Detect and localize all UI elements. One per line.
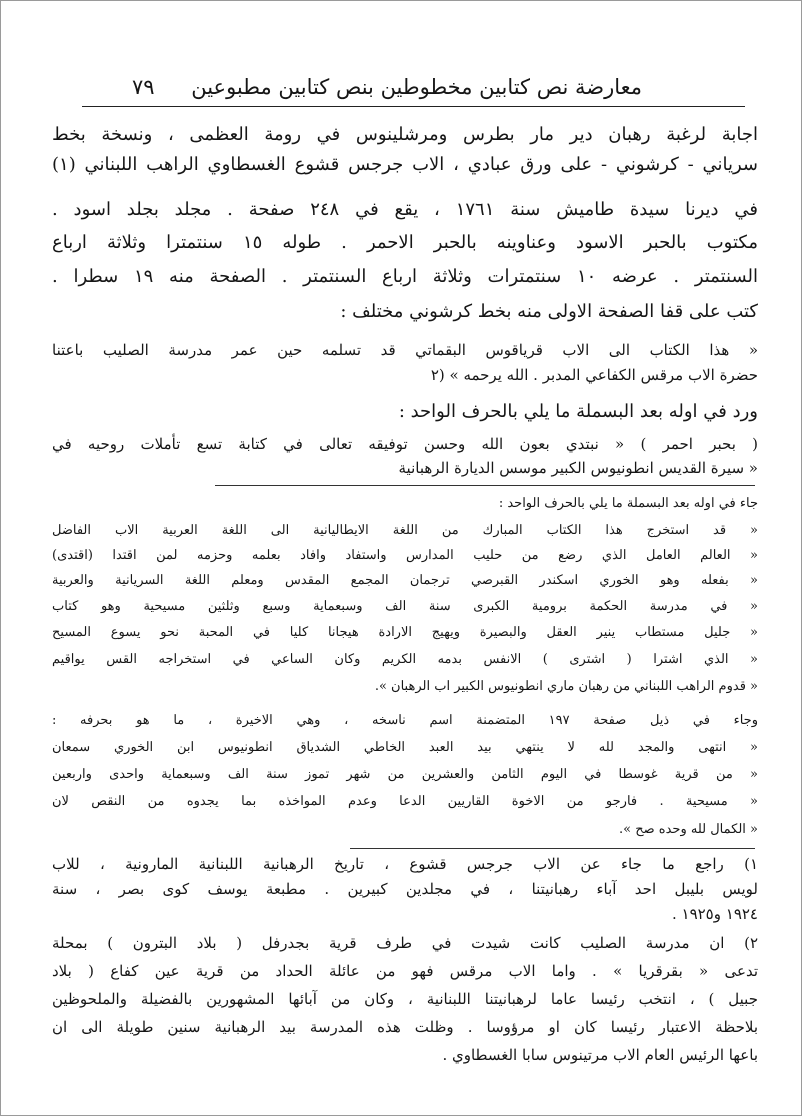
footnote-line: لويس بليبل احد آباء رهبانيتنا ، في مجلدين كبيرين . مطبعة يوسف كوى بصر ، سنة xyxy=(52,880,758,898)
quote-line: « انتهى والمجد لله لا ينتهي بيد العبد الخاطي الشدياق انطونيوس ابن الخوري سمعان xyxy=(52,740,758,755)
quote-line: « من قرية غوسطا في اليوم الثامن والعشرين من شهر تموز سنة الف وسبعماية واحدى واربعين xyxy=(52,767,758,782)
body-line: كتب على قفا الصفحة الاولى منه بخط كرشوني مختلف : xyxy=(340,301,758,322)
body-line: في ديرنا سيدة طاميش سنة ١٧٦١ ، يقع في ٢٤٨ صفحة . مجلد بجلد اسود . xyxy=(52,199,758,220)
quote-line: « في مدرسة الحكمة برومية الكبرى سنة الف وسبعماية وسبع وثلثين مسيحية وهو كتاب xyxy=(52,599,758,614)
quote-line: « الذي اشترا ( اشترى ) الانفس بدمه الكريم وكان الساعي في استخراجه القس يواقيم xyxy=(52,652,758,667)
page-number: ٧٩ xyxy=(132,75,155,99)
running-header xyxy=(70,72,750,104)
footnote-rule xyxy=(350,848,755,849)
body-line: مكتوب بالحبر الاسود وعناوينه بالحبر الاحمر . طوله ١٥ سنتمترا وثلاثة ارباع xyxy=(52,232,758,253)
section-intro: ورد في اوله بعد البسملة ما يلي بالحرف الواحد : xyxy=(398,401,758,422)
quote-line: « العالم العامل الذي رضع من حليب المدارس واستفاد وافاد بعلمه وحزمه لمن اقتدا (اقتدى) xyxy=(52,548,758,563)
section-intro: جاء في اوله بعد البسملة ما يلي بالحرف الواحد : xyxy=(498,496,758,511)
quote-line: « مسيحية . فارجو من الاخوة القاريين الدعا وعدم المواخذه بما يجدوه من النقص لان xyxy=(52,794,758,809)
footnote-line: ١) راجع ما جاء عن الاب جرجس قشوع ، تاريخ الرهبانية اللبنانية المارونية ، للاب xyxy=(52,855,758,873)
footnote-line: باعها الرئيس العام الاب مرتينوس سابا الغسطاوي . xyxy=(442,1046,758,1064)
body-line: اجابة لرغبة رهبان دير مار بطرس ومرشلينوس في رومة العظمى ، ونسخة بخط xyxy=(52,124,758,145)
quote-line: « بفعله وهو الخوري اسكندر القبرصي ترجمان المجمع المقدس ومعلم اللغة السريانية والعربية xyxy=(52,573,758,588)
section-intro: وجاء في ذيل صفحة ١٩٧ المتضمنة اسم ناسخه ، وهي الاخيرة ، ما هو بحرفه : xyxy=(52,713,758,728)
quote-line: « قدوم الراهب اللبناني من رهبان ماري انطونيوس الكبير اب الرهبان ». xyxy=(374,679,758,694)
quote-line: « جليل مستطاب ينير العقل والبصيرة ويهيج الارادة هيجانا كليا في المحبة نحو يسوع المسيح xyxy=(52,625,758,640)
header-rule xyxy=(82,106,745,107)
footnote-line: جبيل ) ، انتخب رئيسا عاما لرهبانيتنا اللبنانية ، وكان من آبائها المشهورين بالفضيلة والملحوظين xyxy=(52,990,758,1008)
quote-line: « قد استخرج هذا الكتاب المبارك من اللغة الايطاليانية الى اللغة العربية الاب الفاضل xyxy=(52,523,758,538)
quote-line: ( بحبر احمر ) « نبتدي بعون الله وحسن توفيقه تعالى في كتابة تسع تأملات روحيه في xyxy=(52,435,758,453)
footnote-line: تدعى « بقرقريا » . واما الاب مرقس فهو من عائلة الحداد من قرية عين كفاع ( بلاد xyxy=(52,962,758,980)
footnote-line: بلاحظة الاعتبار رئيسا كان او مرؤوسا . وظلت هذه المدرسة بيد الرهبانية سنين طويلة الى ان xyxy=(52,1018,758,1036)
quote-line: حضرة الاب مرقس الكفاعي المدبر . الله يرحمه » (٢ xyxy=(430,366,758,384)
separator-line xyxy=(215,485,755,486)
body-line: سرياني - كرشوني - على ورق عبادي ، الاب جرجس قشوع الغسطاوي الراهب اللبناني (١) xyxy=(52,154,758,175)
running-title: معارضة نص كتابين مخطوطين بنص كتابين مطبوعين xyxy=(191,75,642,99)
quote-line: « سيرة القديس انطونيوس الكبير موسس الديارة الرهبانية xyxy=(398,459,758,477)
footnote-line: ١٩٢٤ و١٩٢٥ . xyxy=(671,905,758,923)
body-line: السنتمتر . عرضه ١٠ سنتمترات وثلاثة ارباع السنتمتر . الصفحة منه ١٩ سطرا . xyxy=(52,266,758,287)
quote-line: « هذا الكتاب الى الاب قرياقوس البقماتي قد تسلمه حين عمر مدرسة الصليب باعتنا xyxy=(52,341,758,359)
footnote-line: ٢) ان مدرسة الصليب كانت شيدت في طرف قرية بجدرفل ( بلاد البترون ) بمحلة xyxy=(52,934,758,952)
quote-line: « الكمال لله وحده صح ». xyxy=(619,822,758,837)
